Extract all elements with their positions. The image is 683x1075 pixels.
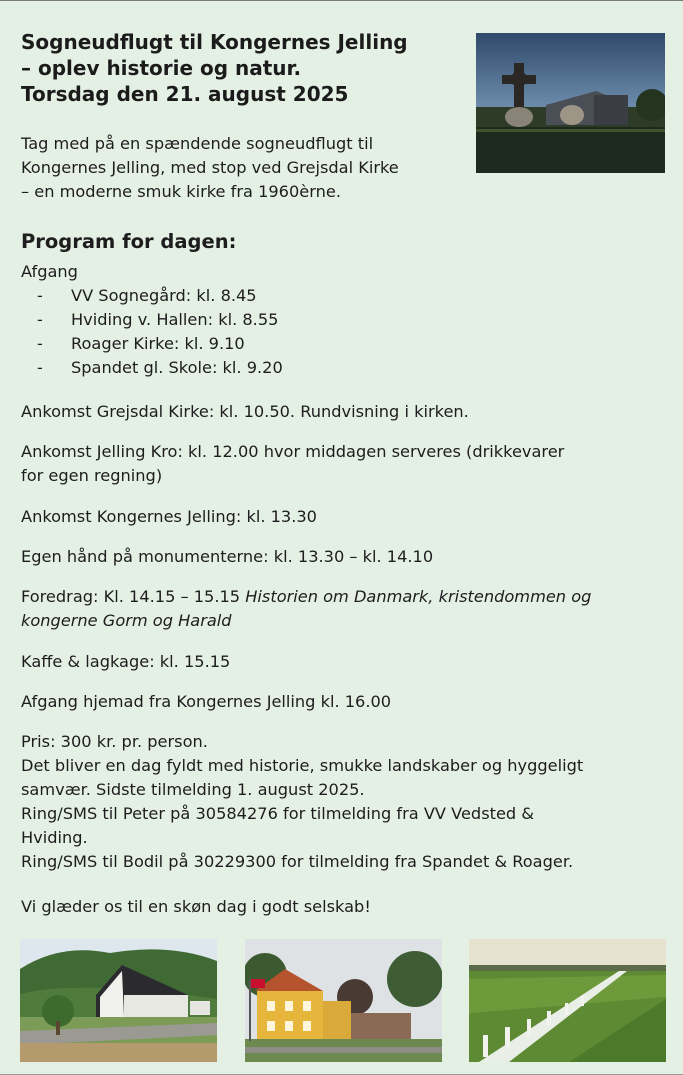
church-cross-photo xyxy=(476,33,665,173)
intro-text xyxy=(21,132,471,204)
title-line-3: Torsdag den 21. august 2025 xyxy=(21,82,349,106)
coffee-time: Kaffe & lagkage: kl. 15.15 xyxy=(21,652,231,671)
program-heading: Program for dagen: xyxy=(21,230,237,253)
intro-line-3: – en moderne smuk kirke fra 1960èrne. xyxy=(21,182,341,201)
kro-arrival xyxy=(21,440,671,488)
lecture xyxy=(21,585,671,633)
departure-item: - Roager Kirke: kl. 9.10 xyxy=(37,334,245,353)
monuments-time: Egen hånd på monumenterne: kl. 13.30 – kl. 14.10 xyxy=(21,547,434,566)
summary-line-1: Det bliver en dag fyldt med historie, smukke landskaber og hyggeligt xyxy=(21,756,584,775)
summary-line-2: samvær. Sidste tilmelding 1. august 2025. xyxy=(21,780,365,799)
bodil-contact: Ring/SMS til Bodil på 30229300 for tilmelding fra Spandet & Roager. xyxy=(21,852,574,871)
departure-item: - Spandet gl. Skole: kl. 9.20 xyxy=(37,358,283,377)
lecture-title-part-2: kongerne Gorm og Harald xyxy=(21,611,232,630)
grejsdal-arrival: Ankomst Grejsdal Kirke: kl. 10.50. Rundvisning i kirken. xyxy=(21,402,469,421)
intro-line-1: Tag med på en spændende sogneudflugt til xyxy=(21,134,374,153)
departure-text: Spandet gl. Skole: kl. 9.20 xyxy=(71,358,283,377)
departure-item: - Hviding v. Hallen: kl. 8.55 xyxy=(37,310,279,329)
lecture-title-part-1: Historien om Danmark, kristendommen og xyxy=(245,587,592,606)
title-line-1: Sogneudflugt til Kongernes Jelling xyxy=(21,30,408,54)
kro-line-1: Ankomst Jelling Kro: kl. 12.00 hvor middagen serveres (drikkevarer xyxy=(21,442,565,461)
departure-text: VV Sognegård: kl. 8.45 xyxy=(71,286,257,305)
departure-item: - VV Sognegård: kl. 8.45 xyxy=(37,286,257,305)
kongernes-arrival: Ankomst Kongernes Jelling: kl. 13.30 xyxy=(21,507,317,526)
jelling-kro-photo xyxy=(245,939,442,1062)
info-block xyxy=(21,730,671,874)
monument-field-photo xyxy=(469,939,666,1062)
intro-line-2: Kongernes Jelling, med stop ved Grejsdal Kirke xyxy=(21,158,399,177)
lecture-time: Foredrag: Kl. 14.15 – 15.15 xyxy=(21,587,246,606)
grejsdal-church-photo xyxy=(20,939,217,1062)
departure-text: Hviding v. Hallen: kl. 8.55 xyxy=(71,310,279,329)
flyer-title xyxy=(21,29,471,107)
departure-label: Afgang xyxy=(21,262,78,281)
title-line-2: – oplev historie og natur. xyxy=(21,56,302,80)
price: Pris: 300 kr. pr. person. xyxy=(21,732,208,751)
peter-contact-line-1: Ring/SMS til Peter på 30584276 for tilmelding fra VV Vedsted & xyxy=(21,804,534,823)
closing-text: Vi glæder os til en skøn dag i godt selskab! xyxy=(21,897,371,916)
kro-line-2: for egen regning) xyxy=(21,466,163,485)
departure-section xyxy=(21,260,671,380)
departure-text: Roager Kirke: kl. 9.10 xyxy=(71,334,245,353)
peter-contact-line-2: Hviding. xyxy=(21,828,88,847)
home-departure: Afgang hjemad fra Kongernes Jelling kl. 16.00 xyxy=(21,692,392,711)
